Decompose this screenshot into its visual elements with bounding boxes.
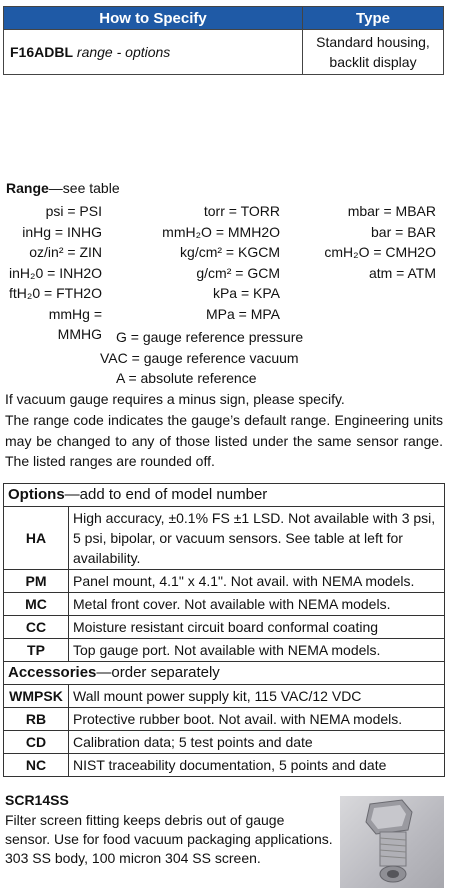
range-item: ftH₂0 = FTH2O — [9, 285, 102, 301]
range-item: g/cm² = GCM — [196, 264, 280, 281]
scr-title: SCR14SS — [5, 792, 69, 808]
options-header — [4, 484, 445, 507]
options-note: —add to end of model number — [64, 486, 268, 503]
accessory-code: CD — [4, 731, 69, 754]
model-spec-cell — [4, 30, 303, 75]
range-col-2 — [150, 201, 280, 324]
range-item: cmH₂O = CMH2O — [324, 244, 436, 260]
vacuum-note: If vacuum gauge requires a minus sign, please specify. — [5, 391, 345, 407]
model-code: F16ADBL — [10, 44, 74, 60]
accessory-code: RB — [4, 708, 69, 731]
scr-description: Filter screen fitting keeps debris out of gauge sensor. Use for food vacuum packaging applications. 303 SS body, 100 micron 304 SS screen. — [5, 812, 333, 866]
range-col-3 — [310, 201, 436, 283]
range-item: kPa = KPA — [212, 285, 280, 301]
ref-gauge: G = gauge reference pressure — [116, 329, 304, 345]
option-desc: Metal front cover. Not available with NEMA models. — [69, 593, 445, 616]
options-table — [3, 483, 445, 777]
accessory-desc: NIST traceability documentation, 5 points and date — [69, 754, 445, 777]
range-code-note: The range code indicates the gauge’s default range. Engineering units may be changed to any of those listed under the same sensor range. The listed ranges are rounded off. — [5, 412, 443, 469]
range-reference-list — [100, 327, 303, 389]
model-suffix: range - options — [76, 44, 171, 60]
ref-vacuum: VAC = gauge reference vacuum — [100, 349, 299, 366]
ref-absolute: A = absolute reference — [116, 370, 257, 386]
option-code: TP — [4, 639, 69, 662]
accessories-header — [4, 662, 445, 685]
option-desc: Moisture resistant circuit board conformal coating — [69, 616, 445, 639]
range-item: mbar = MBAR — [347, 203, 436, 219]
range-title: Range — [6, 180, 49, 196]
option-desc: Panel mount, 4.1" x 4.1". Not avail. with NEMA models. — [69, 570, 445, 593]
how-to-specify-table — [3, 6, 444, 75]
accessory-desc: Protective rubber boot. Not avail. with NEMA models. — [69, 708, 445, 731]
option-code: HA — [4, 507, 69, 570]
type-line-2: backlit display — [329, 54, 417, 70]
option-code: CC — [4, 616, 69, 639]
option-desc: High accuracy, ±0.1% FS ±1 LSD. Not available with 3 psi, 5 psi, bipolar, or vacuum sensors. See table at left for availability. — [69, 507, 445, 570]
filter-fitting-photo — [340, 796, 444, 888]
header-type: Type — [303, 7, 444, 30]
type-cell — [303, 30, 444, 75]
range-item: oz/in² = ZIN — [29, 244, 102, 260]
accessories-title: Accessories — [8, 664, 97, 681]
range-item: MPa = MPA — [205, 305, 280, 322]
range-col-1 — [6, 201, 102, 345]
fitting-icon — [340, 796, 444, 888]
accessory-code: NC — [4, 754, 69, 777]
option-code: MC — [4, 593, 69, 616]
range-item: inHg = INHG — [22, 223, 102, 240]
range-item: mmHg = MMHG — [48, 305, 102, 342]
range-item: atm = ATM — [368, 264, 436, 281]
range-item: mmH₂O = MMH2O — [162, 223, 280, 240]
header-how-to-specify: How to Specify — [4, 7, 303, 30]
accessory-desc: Wall mount power supply kit, 115 VAC/12 VDC — [69, 685, 445, 708]
range-item: inH₂0 = INH2O — [9, 264, 102, 281]
range-item: kg/cm² = KGCM — [180, 244, 280, 260]
option-desc: Top gauge port. Not available with NEMA models. — [69, 639, 445, 662]
accessory-desc: Calibration data; 5 test points and date — [69, 731, 445, 754]
accessories-note: —order separately — [96, 664, 220, 681]
options-title: Options — [8, 486, 65, 503]
range-item: torr = TORR — [203, 203, 280, 219]
type-line-1: Standard housing, — [316, 34, 430, 50]
range-note: —see table — [48, 180, 120, 196]
range-heading — [6, 178, 120, 199]
range-item: psi = PSI — [45, 203, 102, 219]
accessory-code: WMPSK — [4, 685, 69, 708]
range-item: bar = BAR — [371, 223, 436, 240]
option-code: PM — [4, 570, 69, 593]
